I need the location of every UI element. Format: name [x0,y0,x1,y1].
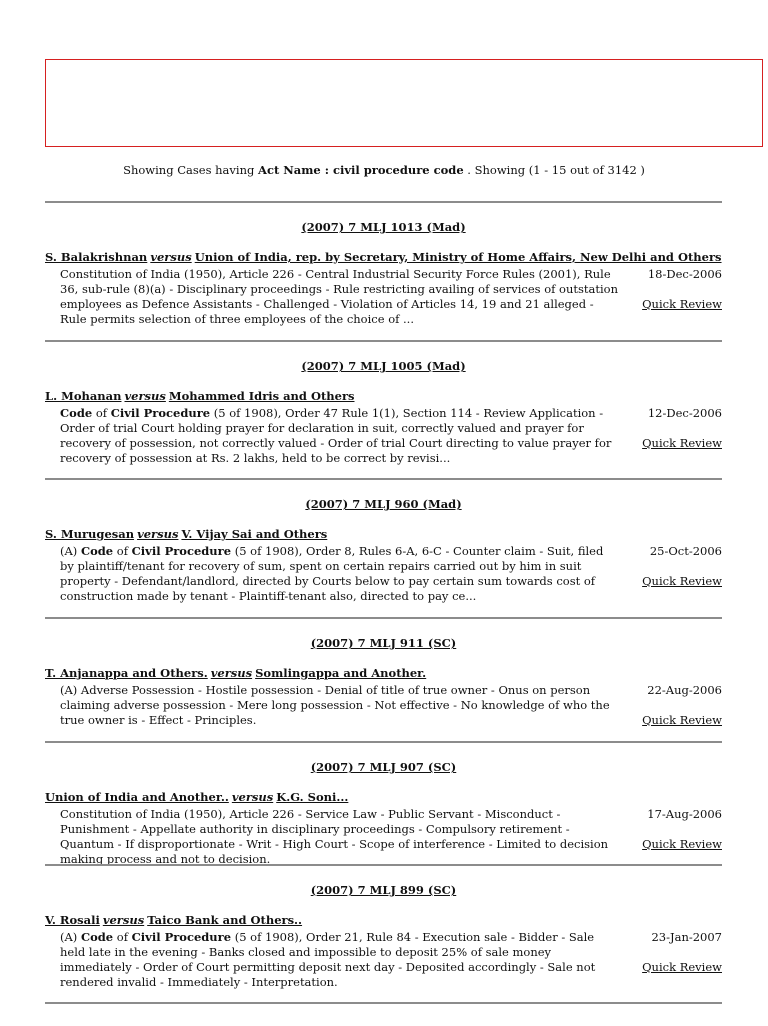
case-date: 12-Dec-2006 [647,406,722,420]
case-parties-link[interactable] [45,527,327,541]
case-abstract: (A) Adverse Possession - Hostile possession - Denial of title of true owner - Onus on person claiming adverse possession - Mere long possession - Not effective - No knowledge of who the true owner is - Effect - Principles. [60,683,610,727]
case-date: 25-Oct-2006 [649,544,722,558]
results-summary [0,163,768,177]
quick-review-link[interactable]: Quick Review [642,574,722,588]
case-parties-link[interactable] [45,389,355,403]
case-date: 22-Aug-2006 [647,683,722,697]
quick-review-link[interactable]: Quick Review [642,960,722,974]
summary-prefix: Showing Cases having [123,163,259,177]
quick-review-link[interactable]: Quick Review [642,436,722,450]
case-date: 18-Dec-2006 [647,267,722,281]
respondent: Union of India, rep. by Secretary, Ministry of Home Affairs, New Delhi and Others [194,250,722,264]
case-entry [45,864,722,1004]
respondent: K.G. Soni... [276,790,349,804]
case-abstract [60,406,620,466]
petitioner: S. Balakrishnan [45,250,148,264]
versus-label: versus [231,790,274,804]
quick-review-link[interactable]: Quick Review [642,837,722,851]
quick-review-link[interactable]: Quick Review [642,297,722,311]
versus-label: versus [124,389,166,403]
case-abstract: Constitution of India (1950), Article 226 - Service Law - Public Servant - Misconduct - Punishment - Appellate authority in disciplinary proceedings - Compulsory retirement - Quantum - If disproportionate - Writ - High Court - Scope of interference - Limited to decision making process and not to decision. [60,807,609,866]
banner-frame [45,59,763,147]
summary-count: . Showing (1 - 15 out of 3142 ) [463,163,645,177]
abstract-text: (5 of 1908), Order 21, Rule 84 - Execution sale - Bidder - Sale held late in the evening - Banks closed and impossible to deposit 25% of sale money immediately - Order of Court permitting deposit next day - Deposited accordingly - Sale not rendered invalid - Immediately - Interpretation. [60,930,596,989]
versus-label: versus [137,527,179,541]
respondent: V. Vijay Sai and Others [181,527,328,541]
case-entry [45,617,722,742]
abstract-text: of [92,406,111,420]
case-citation-link[interactable]: (2007) 7 MLJ 899 (SC) [310,883,457,897]
case-parties-link[interactable] [45,250,722,264]
abstract-text: (5 of 1908), Order 47 Rule 1(1), Section 114 - Review Application - Order of trial Court holding prayer for declaration in suit, correctly valued and prayer for recovery of possession, not correctly valued - Order of trial Court directing to value prayer for recovery of possession at Rs. 2 lakhs, held to be correct by revisi... [60,406,612,465]
case-parties-link[interactable] [45,790,348,804]
case-abstract [60,930,620,990]
versus-label: versus [150,250,192,264]
petitioner: Union of India and Another.. [45,790,229,804]
case-citation-link[interactable]: (2007) 7 MLJ 1005 (Mad) [301,359,466,373]
case-parties-link[interactable] [45,666,426,680]
case-citation-link[interactable]: (2007) 7 MLJ 911 (SC) [310,636,457,650]
petitioner: L. Mohanan [45,389,122,403]
abstract-text: of [113,544,132,558]
keyword-highlight: Code [60,406,93,420]
respondent: Taico Bank and Others.. [147,913,303,927]
case-entry [45,201,722,341]
abstract-text: of [113,930,132,944]
abstract-text: (5 of 1908), Order 8, Rules 6-A, 6-C - Counter claim - Suit, filed by plaintiff/tenant for recovery of sum, spent on certain repairs carried out by him in suit property - Defendant/landlord, directed by Courts below to pay certain sum towards cost of construction made by tenant - Plaintiff-tenant also, directed to pay ce... [60,544,604,603]
keyword-highlight: Civil Procedure [131,544,232,558]
keyword-highlight: Civil Procedure [131,930,232,944]
case-divider [45,1002,722,1026]
case-date: 23-Jan-2007 [651,930,722,944]
abstract-text: (A) [60,930,81,944]
case-entry [45,741,722,865]
petitioner: S. Murugesan [45,527,135,541]
keyword-highlight: Code [80,930,114,944]
quick-review-link[interactable]: Quick Review [642,713,722,727]
summary-act-name: Act Name : civil procedure code [258,163,464,177]
keyword-highlight: Code [80,544,114,558]
keyword-highlight: Civil Procedure [110,406,211,420]
respondent: Mohammed Idris and Others [168,389,355,403]
case-citation-link[interactable]: (2007) 7 MLJ 960 (Mad) [305,497,462,511]
abstract-text: (A) [60,544,81,558]
versus-label: versus [102,913,145,927]
case-date: 17-Aug-2006 [647,807,722,821]
case-abstract [60,544,620,604]
case-citation-link[interactable]: (2007) 7 MLJ 1013 (Mad) [301,220,466,234]
case-abstract: Constitution of India (1950), Article 226 - Central Industrial Security Force Rules (2001), Rule 36, sub-rule (8)(a) - Disciplinary proceedings - Rule restricting availing of services of outstation employees as Defence Assistants - Challenged - Violation of Articles 14, 19 and 21 alleged - Rule permits selection of three employees of the choice of ... [60,267,618,326]
case-parties-link[interactable] [45,913,302,927]
petitioner: T. Anjanappa and Others. [45,666,208,680]
case-entry [45,478,722,618]
case-entry [45,340,722,479]
case-citation-link[interactable]: (2007) 7 MLJ 907 (SC) [310,760,457,774]
petitioner: V. Rosali [45,913,100,927]
respondent: Somlingappa and Another. [255,666,427,680]
versus-label: versus [210,666,253,680]
